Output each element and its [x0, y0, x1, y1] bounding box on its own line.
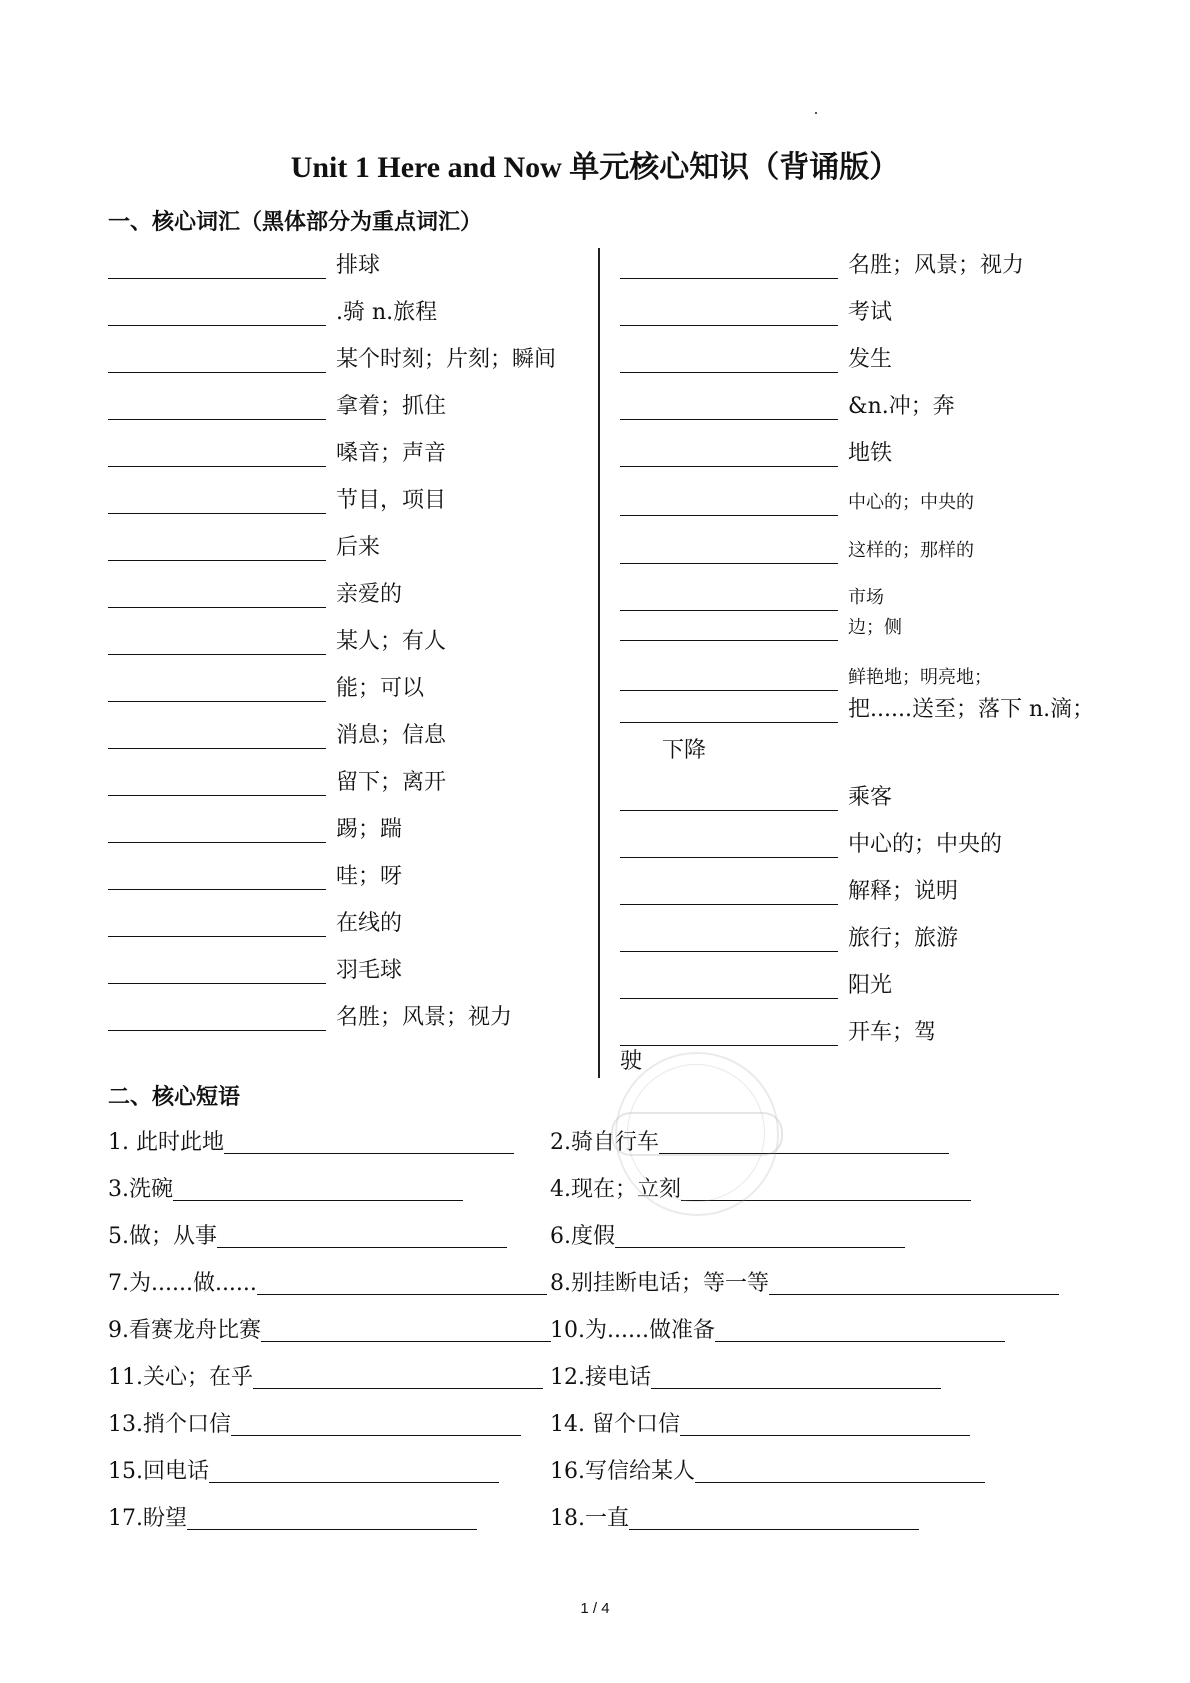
phrase-item	[550, 1219, 905, 1250]
answer-blank[interactable]	[108, 934, 326, 937]
phrase-label: 13.捎个口信	[108, 1412, 231, 1437]
answer-blank[interactable]	[209, 1480, 499, 1483]
answer-blank[interactable]	[620, 417, 838, 420]
vocab-row	[620, 973, 892, 999]
phrase-item	[550, 1313, 1005, 1344]
answer-blank[interactable]	[695, 1480, 985, 1483]
vocab-row	[108, 300, 437, 326]
vocab-meaning: 地铁	[848, 441, 893, 466]
speck	[815, 112, 817, 114]
vocab-meaning: 边；侧	[848, 617, 902, 638]
phrase-item	[550, 1360, 941, 1391]
answer-blank[interactable]	[108, 699, 326, 702]
vocab-row	[108, 864, 402, 890]
vocab-meaning: 羽毛球	[336, 958, 403, 983]
answer-blank[interactable]	[224, 1151, 514, 1154]
phrase-label: 4.现在；立刻	[550, 1177, 681, 1202]
continuation-text: 下降	[662, 738, 707, 763]
answer-blank[interactable]	[769, 1292, 1059, 1295]
watermark-stamp	[615, 1052, 779, 1216]
answer-blank[interactable]	[173, 1198, 463, 1201]
vocab-row	[108, 488, 446, 514]
answer-blank[interactable]	[108, 558, 326, 561]
answer-blank[interactable]	[620, 464, 838, 467]
column-divider	[598, 248, 600, 1078]
answer-blank[interactable]	[629, 1527, 919, 1530]
vocab-meaning: 嗓音；声音	[336, 441, 447, 466]
vocab-meaning: 在线的	[336, 911, 403, 936]
answer-blank[interactable]	[620, 370, 838, 373]
answer-blank[interactable]	[108, 370, 326, 373]
vocab-meaning: 市场	[848, 587, 884, 608]
vocab-meaning: 阳光	[848, 973, 893, 998]
vocab-meaning: 亲爱的	[336, 582, 403, 607]
vocab-row	[108, 441, 446, 467]
vocab-row	[620, 926, 958, 952]
phrase-label: 10.为......做准备	[550, 1318, 715, 1343]
answer-blank[interactable]	[620, 323, 838, 326]
phrase-label: 17.盼望	[108, 1506, 187, 1531]
phrase-item	[108, 1172, 463, 1203]
answer-blank[interactable]	[108, 417, 326, 420]
phrase-label: 8.别挂断电话；等一等	[550, 1271, 769, 1296]
vocab-row	[108, 253, 380, 279]
answer-blank[interactable]	[108, 793, 326, 796]
vocab-row	[620, 538, 974, 564]
answer-blank[interactable]	[108, 981, 326, 984]
answer-blank[interactable]	[620, 513, 838, 516]
vocab-row	[620, 253, 1024, 279]
vocab-row	[620, 347, 892, 373]
phrase-label: 14. 留个口信	[550, 1412, 680, 1437]
vocab-row	[620, 441, 892, 467]
vocab-meaning: 后来	[336, 535, 381, 560]
answer-blank[interactable]	[108, 652, 326, 655]
phrase-label: 16.写信给某人	[550, 1459, 695, 1484]
vocab-row	[108, 394, 446, 420]
answer-blank[interactable]	[620, 855, 838, 858]
vocab-meaning: 解释；说明	[848, 879, 959, 904]
vocab-meaning: 考试	[848, 300, 893, 325]
vocab-meaning: 排球	[336, 253, 381, 278]
answer-blank[interactable]	[620, 638, 838, 641]
answer-blank[interactable]	[620, 1043, 838, 1046]
phrase-label: 9.看赛龙舟比赛	[108, 1318, 261, 1343]
vocab-row	[108, 817, 402, 843]
section-heading-phrases: 二、核心短语	[108, 1084, 241, 1110]
answer-blank[interactable]	[680, 1433, 970, 1436]
answer-blank[interactable]	[620, 688, 838, 691]
vocab-meaning: 名胜；风景；视力	[848, 253, 1025, 278]
vocab-row	[620, 665, 992, 691]
answer-blank[interactable]	[715, 1339, 1005, 1342]
vocab-meaning: 节目，项目	[336, 488, 447, 513]
answer-blank[interactable]	[231, 1433, 521, 1436]
vocab-row	[108, 535, 380, 561]
vocab-row	[620, 394, 955, 420]
vocab-row	[108, 629, 446, 655]
section-heading-vocab: 一、核心词汇（黑体部分为重点词汇）	[108, 209, 483, 235]
vocab-row	[108, 770, 446, 796]
answer-blank[interactable]	[108, 1028, 326, 1031]
page-title: Unit 1 Here and Now 单元核心知识（背诵版）	[290, 151, 900, 184]
answer-blank[interactable]	[108, 605, 326, 608]
phrase-label: 1. 此时此地	[108, 1130, 224, 1155]
vocab-meaning: 这样的；那样的	[848, 540, 974, 561]
answer-blank[interactable]	[620, 276, 838, 279]
vocab-row	[620, 832, 1002, 858]
answer-blank[interactable]	[620, 720, 838, 723]
phrase-item	[108, 1360, 543, 1391]
phrase-label: 18.一直	[550, 1506, 629, 1531]
vocab-meaning: 名胜；风景；视力	[336, 1005, 513, 1030]
vocab-row	[108, 723, 446, 749]
vocab-row	[108, 958, 402, 984]
answer-blank[interactable]	[108, 840, 326, 843]
phrase-label: 12.接电话	[550, 1365, 651, 1390]
phrase-item	[108, 1501, 477, 1532]
vocab-meaning: 留下；离开	[336, 770, 447, 795]
answer-blank[interactable]	[108, 746, 326, 749]
phrase-item	[550, 1501, 919, 1532]
vocab-row	[620, 785, 892, 811]
answer-blank[interactable]	[108, 511, 326, 514]
answer-blank[interactable]	[620, 808, 838, 811]
phrase-item	[108, 1125, 514, 1156]
vocab-row	[620, 490, 974, 516]
vocab-meaning: .骑 n.旅程	[336, 300, 438, 325]
phrase-item	[108, 1313, 551, 1344]
phrase-label: 6.度假	[550, 1224, 615, 1249]
vocab-meaning: 哇；呀	[336, 864, 403, 889]
answer-blank[interactable]	[187, 1527, 477, 1530]
phrase-item	[550, 1454, 985, 1485]
continuation-text: 驶	[620, 1049, 643, 1074]
vocab-meaning: 踢；踹	[336, 817, 403, 842]
phrase-label: 2.骑自行车	[550, 1130, 659, 1155]
answer-blank[interactable]	[261, 1339, 551, 1342]
vocab-meaning: 中心的；中央的	[848, 832, 1003, 857]
answer-blank[interactable]	[620, 561, 838, 564]
vocab-row	[620, 585, 884, 611]
answer-blank[interactable]	[217, 1245, 507, 1248]
answer-blank[interactable]	[108, 464, 326, 467]
vocab-row	[108, 911, 402, 937]
vocab-meaning: 中心的；中央的	[848, 492, 974, 513]
answer-blank[interactable]	[108, 887, 326, 890]
answer-blank[interactable]	[615, 1245, 905, 1248]
vocab-row	[620, 879, 958, 905]
vocab-meaning: 拿着；抓住	[336, 394, 447, 419]
phrase-item	[550, 1407, 970, 1438]
answer-blank[interactable]	[651, 1386, 941, 1389]
vocab-row	[620, 300, 892, 326]
phrase-item	[550, 1266, 1059, 1297]
vocab-row	[108, 676, 424, 702]
answer-blank[interactable]	[108, 276, 326, 279]
vocab-meaning: 鲜艳地；明亮地；	[848, 667, 992, 688]
vocab-meaning: 开车；驾	[848, 1020, 937, 1045]
phrase-item	[108, 1219, 507, 1250]
vocab-row	[108, 347, 556, 373]
answer-blank[interactable]	[620, 608, 838, 611]
phrase-item	[108, 1266, 547, 1297]
vocab-meaning: 消息；信息	[336, 723, 447, 748]
vocab-meaning: 某个时刻；片刻；瞬间	[336, 347, 557, 372]
vocab-meaning: 能；可以	[336, 676, 425, 701]
phrase-item	[108, 1407, 521, 1438]
vocab-row	[620, 1020, 936, 1046]
answer-blank[interactable]	[257, 1292, 547, 1295]
answer-blank[interactable]	[253, 1386, 543, 1389]
vocab-meaning: 某人；有人	[336, 629, 447, 654]
vocab-row	[620, 615, 902, 641]
answer-blank[interactable]	[620, 902, 838, 905]
page-number: 1 / 4	[580, 1600, 610, 1617]
vocab-row	[620, 697, 1094, 723]
phrase-item	[108, 1454, 499, 1485]
vocab-meaning: 把......送至；落下 n.滴；	[848, 697, 1095, 722]
vocab-row	[108, 1005, 512, 1031]
phrase-label: 5.做；从事	[108, 1224, 217, 1249]
phrase-label: 7.为......做......	[108, 1271, 257, 1296]
vocab-meaning: &n.冲；奔	[848, 394, 955, 419]
vocab-meaning: 乘客	[848, 785, 893, 810]
phrase-label: 3.洗碗	[108, 1177, 173, 1202]
vocab-row	[108, 582, 402, 608]
vocab-meaning: 发生	[848, 347, 893, 372]
phrase-label: 15.回电话	[108, 1459, 209, 1484]
answer-blank[interactable]	[620, 996, 838, 999]
vocab-meaning: 旅行；旅游	[848, 926, 959, 951]
answer-blank[interactable]	[620, 949, 838, 952]
phrase-label: 11.关心；在乎	[108, 1365, 253, 1390]
answer-blank[interactable]	[108, 323, 326, 326]
